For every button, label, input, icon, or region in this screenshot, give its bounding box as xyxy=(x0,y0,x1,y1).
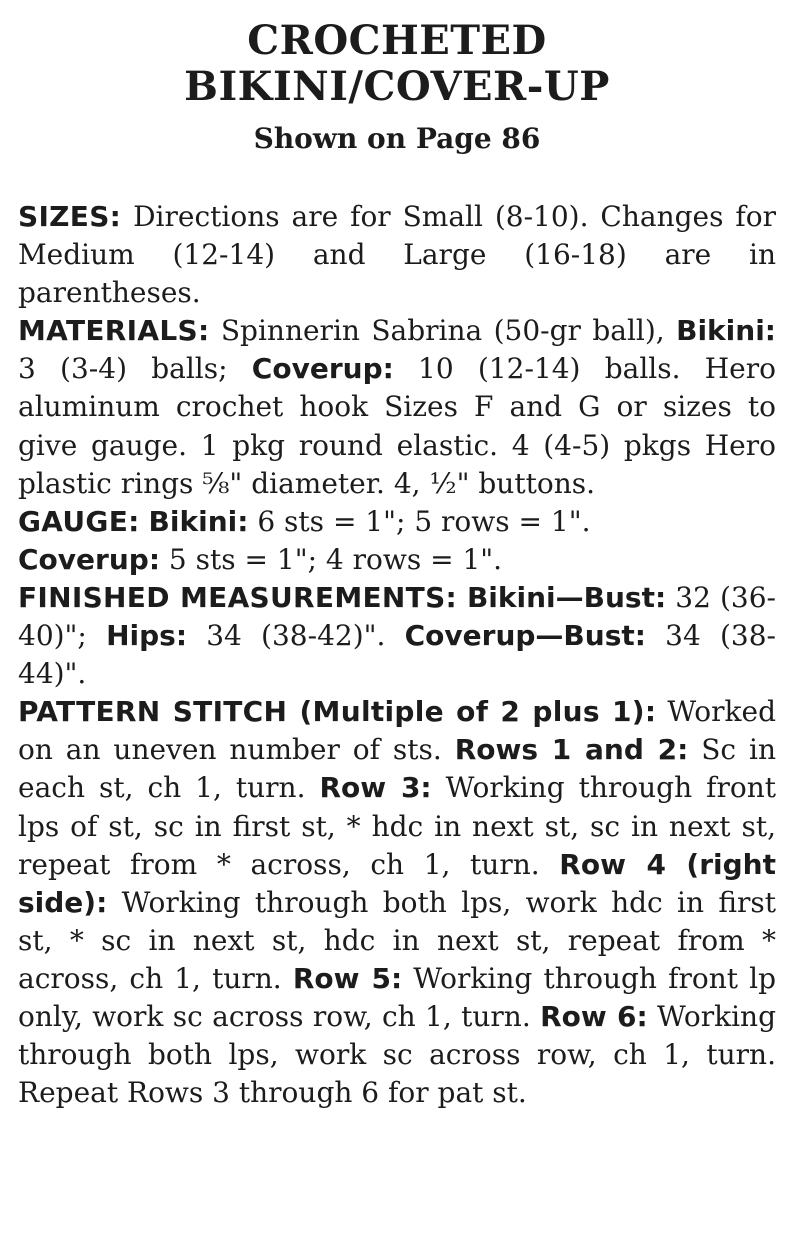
finished-bikini-bust-label: Bikini—Bust: xyxy=(457,580,667,614)
gauge-bikini-text: 6 sts = 1"; 5 rows = 1". xyxy=(248,504,591,538)
finished-text-3: 34 (38-44)". xyxy=(18,619,777,691)
row-4-label: Row 4 (right side): xyxy=(18,847,776,919)
finished-text-1: 32 (36-40)"; xyxy=(18,580,776,653)
pattern-text-2: Sc in each st, ch 1, turn. xyxy=(18,733,777,805)
sizes-label: SIZES: xyxy=(18,200,122,233)
materials-bikini-label: Bikini: xyxy=(676,314,776,348)
sizes-paragraph xyxy=(18,198,776,312)
sizes-text: Directions are for Small (8-10). Changes for Medium (12-14) and Large (16-18) are in parentheses. xyxy=(18,200,776,310)
gauge-bikini-label: Bikini: xyxy=(148,504,249,538)
pattern-text-4: Working through both lps, work hdc in first st, * sc in next st, hdc in next st, repeat from * across, ch 1, turn. xyxy=(18,885,776,995)
pattern-text-6: Working through both lps, work sc across row, ch 1, turn. Repeat Rows 3 through 6 for pat st. xyxy=(18,999,776,1110)
page-title-line-2: BIKINI/COVER-UP xyxy=(184,63,610,110)
gauge-paragraph xyxy=(18,503,776,579)
materials-text-3: 10 (12-14) balls. Hero aluminum crochet hook Sizes F and G or sizes to give gauge. 1 pkg round elastic. 4 (4-5) pkgs Hero plastic rings ⅝" diameter. 4, ½" buttons. xyxy=(18,352,776,500)
page-subtitle: Shown on Page 86 xyxy=(253,122,541,155)
gauge-coverup-text: 5 sts = 1"; 4 rows = 1". xyxy=(160,542,503,576)
gauge-label: GAUGE: xyxy=(18,504,140,538)
row-5-label: Row 5: xyxy=(292,961,403,995)
gauge-coverup-label: Coverup: xyxy=(18,542,161,576)
finished-measurements-label: FINISHED MEASUREMENTS: xyxy=(18,580,458,614)
materials-label: MATERIALS: xyxy=(18,314,210,348)
pattern-stitch-paragraph xyxy=(18,693,776,1112)
finished-measurements-paragraph xyxy=(18,579,776,693)
finished-hips-label: Hips: xyxy=(106,619,188,653)
finished-coverup-bust-label: Coverup—Bust: xyxy=(404,619,646,653)
materials-paragraph xyxy=(18,312,776,502)
row-3-label: Row 3: xyxy=(319,771,432,805)
pattern-stitch-label: PATTERN STITCH (Multiple of 2 plus 1): xyxy=(18,695,657,729)
pattern-body xyxy=(18,198,776,1112)
pattern-text-3: Working through front lps of st, sc in first st, * hdc in next st, sc in next st, repeat from * across, ch 1, turn. xyxy=(18,771,777,881)
materials-text-1: Spinnerin Sabrina (50-gr ball), xyxy=(209,314,677,348)
pattern-text-1: Worked on an uneven number of sts. xyxy=(18,695,776,767)
materials-coverup-label: Coverup: xyxy=(251,352,394,386)
finished-text-2: 34 (38-42)". xyxy=(187,619,405,653)
pattern-text-5: Working through front lp only, work sc across row, ch 1, turn. xyxy=(18,961,777,1033)
materials-text-2: 3 (3-4) balls; xyxy=(18,352,252,386)
page-title-line-1: CROCHETED xyxy=(247,17,547,64)
row-6-label: Row 6: xyxy=(540,999,648,1033)
rows-1-2-label: Rows 1 and 2: xyxy=(454,733,689,767)
